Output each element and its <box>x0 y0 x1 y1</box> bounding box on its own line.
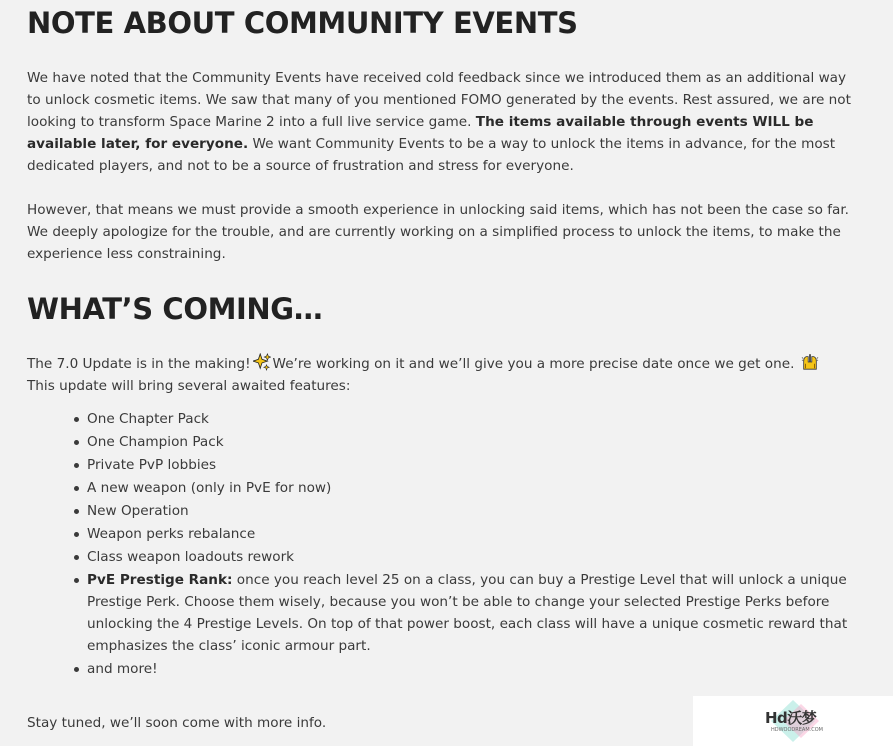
list-item: New Operation <box>87 500 893 522</box>
list-item: Class weapon loadouts rework <box>87 546 893 568</box>
update-intro-paragraph <box>27 353 857 397</box>
paragraph-text: We want Community Events to be a way to unlock the items in advance, for the most dedicated players, and not to be a source of frustration and stress for everyone. <box>27 136 836 174</box>
intro-text: We’re working on it and we’ll give you a more precise date once we get one. <box>272 356 795 372</box>
list-item: Private PvP lobbies <box>87 454 893 476</box>
prestige-description: once you reach level 25 on a class, you can buy a Prestige Level that will unlock a unique Prestige Perk. Choose them wisely, because you won’t be able to change your selected Prestige Perks before unlocking the 4 Prestige Levels. On top of that power boost, each class will have a unique cosmetic reward that emphasizes the class’ iconic armour part. <box>87 572 848 654</box>
list-item: One Champion Pack <box>87 431 893 453</box>
prestige-label: PvE Prestige Rank: <box>87 572 233 588</box>
intro-text: This update will bring several awaited features: <box>27 378 351 394</box>
feature-list <box>27 408 893 681</box>
section-title-community-events: NOTE ABOUT COMMUNITY EVENTS <box>27 6 578 40</box>
section-title-whats-coming: WHAT’S COMING… <box>27 292 323 326</box>
list-item: One Chapter Pack <box>87 408 893 430</box>
bold-statement: The items available through events WILL be available later, for everyone. <box>27 114 814 152</box>
raised-hands-icon <box>801 353 819 371</box>
watermark-subtext: HDWOODREAM.COM <box>771 727 823 733</box>
list-item: and more! <box>87 658 893 680</box>
community-events-paragraph-1 <box>27 67 857 177</box>
sparkles-icon <box>253 353 271 371</box>
outro-paragraph: Stay tuned, we’ll soon come with more info. <box>27 715 327 731</box>
watermark <box>693 696 893 746</box>
list-item-prestige <box>87 569 893 657</box>
watermark-text: Hd沃梦 <box>765 709 817 727</box>
list-item: Weapon perks rebalance <box>87 523 893 545</box>
paragraph-text: We have noted that the Community Events have received cold feedback since we introduced them as an additional way to unlock cosmetic items. We saw that many of you mentioned FOMO generated by the events. Rest assured, we are not looking to transform Space Marine 2 into a full live service game. <box>27 70 851 130</box>
intro-text: The 7.0 Update is in the making! <box>27 356 251 372</box>
community-events-paragraph-2: However, that means we must provide a smooth experience in unlocking said items, which has not been the case so far. We deeply apologize for the trouble, and are currently working on a simplified process to unlock the items, to make the experience less constraining. <box>27 202 849 262</box>
list-item: A new weapon (only in PvE for now) <box>87 477 893 499</box>
